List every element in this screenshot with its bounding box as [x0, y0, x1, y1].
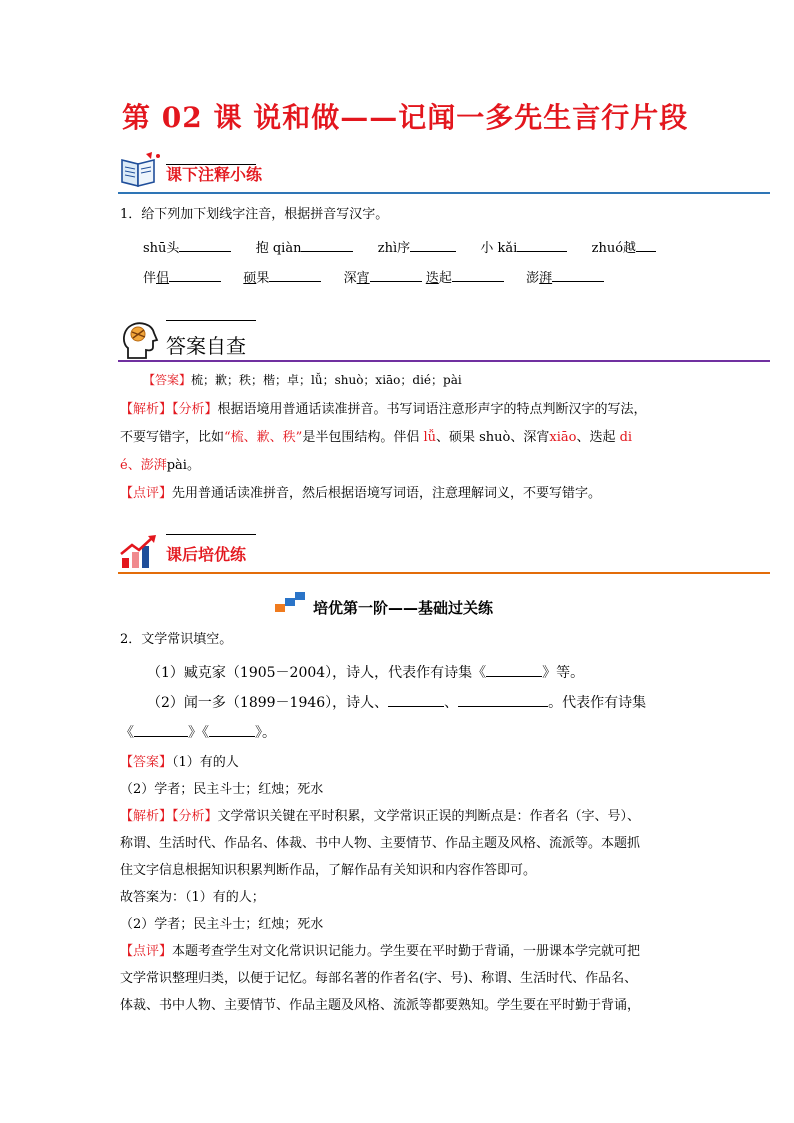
a1-comment: [120, 487, 601, 500]
section-title-notes: 课下注释小练: [166, 165, 263, 184]
a2-conclusion-l2: （2）学者；民主斗士；红烛；死水: [120, 917, 324, 932]
question-text: 、: [444, 695, 459, 711]
analysis-text: 不要写错字，比如: [120, 430, 225, 445]
answer-blank[interactable]: [179, 239, 231, 252]
a2-comment-l1: [120, 945, 640, 958]
answer-blank[interactable]: [301, 239, 353, 252]
stage-heading: [275, 592, 494, 618]
q1-item-xiaokai-pre: 小: [480, 241, 498, 256]
q1-item-baoqian-py: qiàn: [272, 241, 302, 256]
q2-prompt: 2．文学常识填空。: [120, 632, 233, 647]
answer-text: 梳；歉；秩；楷；卓；lǚ；shuò；xiāo；dié；pài: [191, 373, 462, 387]
analysis-text: 根据语境用普通话读准拼音。书写词语注意形声字的特点判断汉字的写法，: [217, 402, 647, 417]
book-icon: [118, 150, 162, 190]
comment-text: 先用普通话读准拼音，然后根据语境写词语，注意理解词义，不要写错字。: [172, 486, 602, 501]
pinyin: di: [619, 430, 633, 445]
head-thinking-icon: [118, 318, 162, 362]
analysis-text: 文学常识关键在平时积累，文学常识正误的判断点是：作者名（字、号）、: [217, 809, 641, 824]
q1-item-zhixu: zhì序: [377, 241, 411, 256]
question-text: 》。: [255, 725, 276, 741]
answer-blank[interactable]: [517, 239, 567, 252]
q1-row2: [143, 269, 604, 285]
q2-item2: [147, 694, 646, 710]
q2-item2-cont: [120, 724, 276, 740]
q1-char: 深: [343, 271, 357, 286]
analysis-tag: 【解析】【分析】: [120, 809, 218, 824]
section-header-after: [118, 532, 770, 576]
q1-underlined-char: 宵: [356, 271, 370, 286]
answer-blank[interactable]: [410, 239, 456, 252]
q1-char: 伴: [143, 271, 157, 286]
q1-char: 果: [256, 271, 270, 286]
answer-blank[interactable]: [269, 269, 321, 282]
question-text: （1）臧克家（1905－2004），诗人，代表作有诗集《: [147, 665, 487, 681]
stage-title: 培优第一阶——基础过关练: [313, 599, 494, 617]
q1-underlined-char: 湃: [539, 271, 553, 286]
page-title: 第 02 课 说和做——记闻一多先生言行片段: [122, 101, 689, 134]
answer-blank[interactable]: [458, 694, 548, 707]
question-text: （2）闻一多（1899－1946），诗人、: [147, 695, 389, 711]
a1-answer: [143, 374, 462, 386]
question-text: 》等。: [542, 665, 585, 681]
a2-analysis-l2: 称谓、生活时代、作品名、体裁、书中人物、主要情节、作品主题及风格、流派等。本题抓: [120, 836, 641, 851]
section-rule: [118, 572, 770, 574]
quoted-chars: “梳、歉、秩”: [224, 430, 303, 445]
q1-item-shutou: shū头: [143, 241, 180, 256]
answer-blank[interactable]: [552, 269, 604, 282]
a2-answer-l1: [120, 756, 239, 769]
question-text: 。代表作有诗集: [548, 695, 647, 711]
a2-conclusion-l1: 故答案为：（1）有的人；: [120, 890, 265, 905]
analysis-text: 。: [186, 458, 200, 473]
q1-prompt: 1．给下列加下划线字注音，根据拼音写汉字。: [120, 207, 389, 222]
stairs-icon: [275, 592, 307, 614]
pinyin: pài: [166, 458, 187, 473]
q1-char: 起: [438, 271, 452, 286]
section-header-notes: [118, 150, 770, 194]
pinyin: xiāo: [549, 430, 577, 445]
section-rule: [118, 360, 770, 362]
question-text: 《: [120, 725, 134, 741]
analysis-text: 是半包围结构。伴侣: [302, 430, 424, 445]
q1-char: 澎: [526, 271, 540, 286]
a2-comment-l3: 体裁、书中人物、主要情节、作品主题及风格、流派等都要熟知。学生要在平时勤于背诵，: [120, 998, 641, 1013]
a1-analysis-l3: [120, 459, 200, 472]
a2-analysis-l3: 住文字信息根据知识积累判断作品，了解作品有关知识和内容作答即可。: [120, 863, 537, 878]
comment-text: 本题考查学生对文化常识识记能力。学生要在平时勤于背诵，一册课本学完就可把: [172, 944, 641, 959]
q1-item-zhuoyue: zhuó越: [591, 241, 637, 256]
section-header-answers: [118, 318, 770, 362]
section-title-after: 课后培优练: [166, 545, 247, 564]
comment-tag: 【点评】: [120, 944, 173, 959]
analysis-tag: 【解析】【分析】: [120, 402, 218, 417]
section-rule: [118, 192, 770, 194]
answer-blank[interactable]: [486, 664, 542, 677]
answer-blank[interactable]: [388, 694, 444, 707]
comment-tag: 【点评】: [120, 486, 173, 501]
a2-comment-l2: 文学常识整理归类，以便于记忆。每部名著的作者名(字、号)、称谓、生活时代、作品名、: [120, 971, 638, 986]
answer-tag: 【答案】: [120, 755, 173, 770]
q1-item-xiaokai-py: kǎi: [497, 241, 518, 256]
answer-blank[interactable]: [370, 269, 422, 282]
answer-blank[interactable]: [134, 724, 188, 737]
q1-row1: [143, 239, 656, 255]
answer-text: （1）有的人: [172, 755, 239, 770]
answer-blank[interactable]: [209, 724, 255, 737]
pinyin: lǚ: [423, 430, 436, 445]
q1-underlined-char: 侣: [156, 271, 170, 286]
a1-analysis-l1: [120, 403, 647, 416]
analysis-text: 、迭起: [576, 430, 620, 445]
q1-underlined-char: 硕: [243, 271, 257, 286]
answer-tag: 【答案】: [143, 373, 192, 387]
section-title-answers: 答案自查: [166, 334, 246, 358]
growth-chart-icon: [118, 532, 162, 572]
q1-item-baoqian-pre: 抱: [255, 241, 273, 256]
q2-item1: [147, 664, 584, 680]
answer-blank[interactable]: [169, 269, 221, 282]
q1-underlined-char: 迭: [425, 271, 439, 286]
a1-analysis-l2: [120, 431, 632, 444]
a2-answer-l2: （2）学者；民主斗士；红烛；死水: [120, 782, 324, 797]
analysis-text: 、澎湃: [127, 458, 167, 473]
answer-blank[interactable]: [636, 239, 656, 252]
a2-analysis-l1: [120, 810, 640, 823]
analysis-text: 、硕果 shuò、深宵: [435, 430, 550, 445]
pinyin: é: [120, 458, 128, 473]
question-text: 》《: [188, 725, 209, 741]
answer-blank[interactable]: [452, 269, 504, 282]
